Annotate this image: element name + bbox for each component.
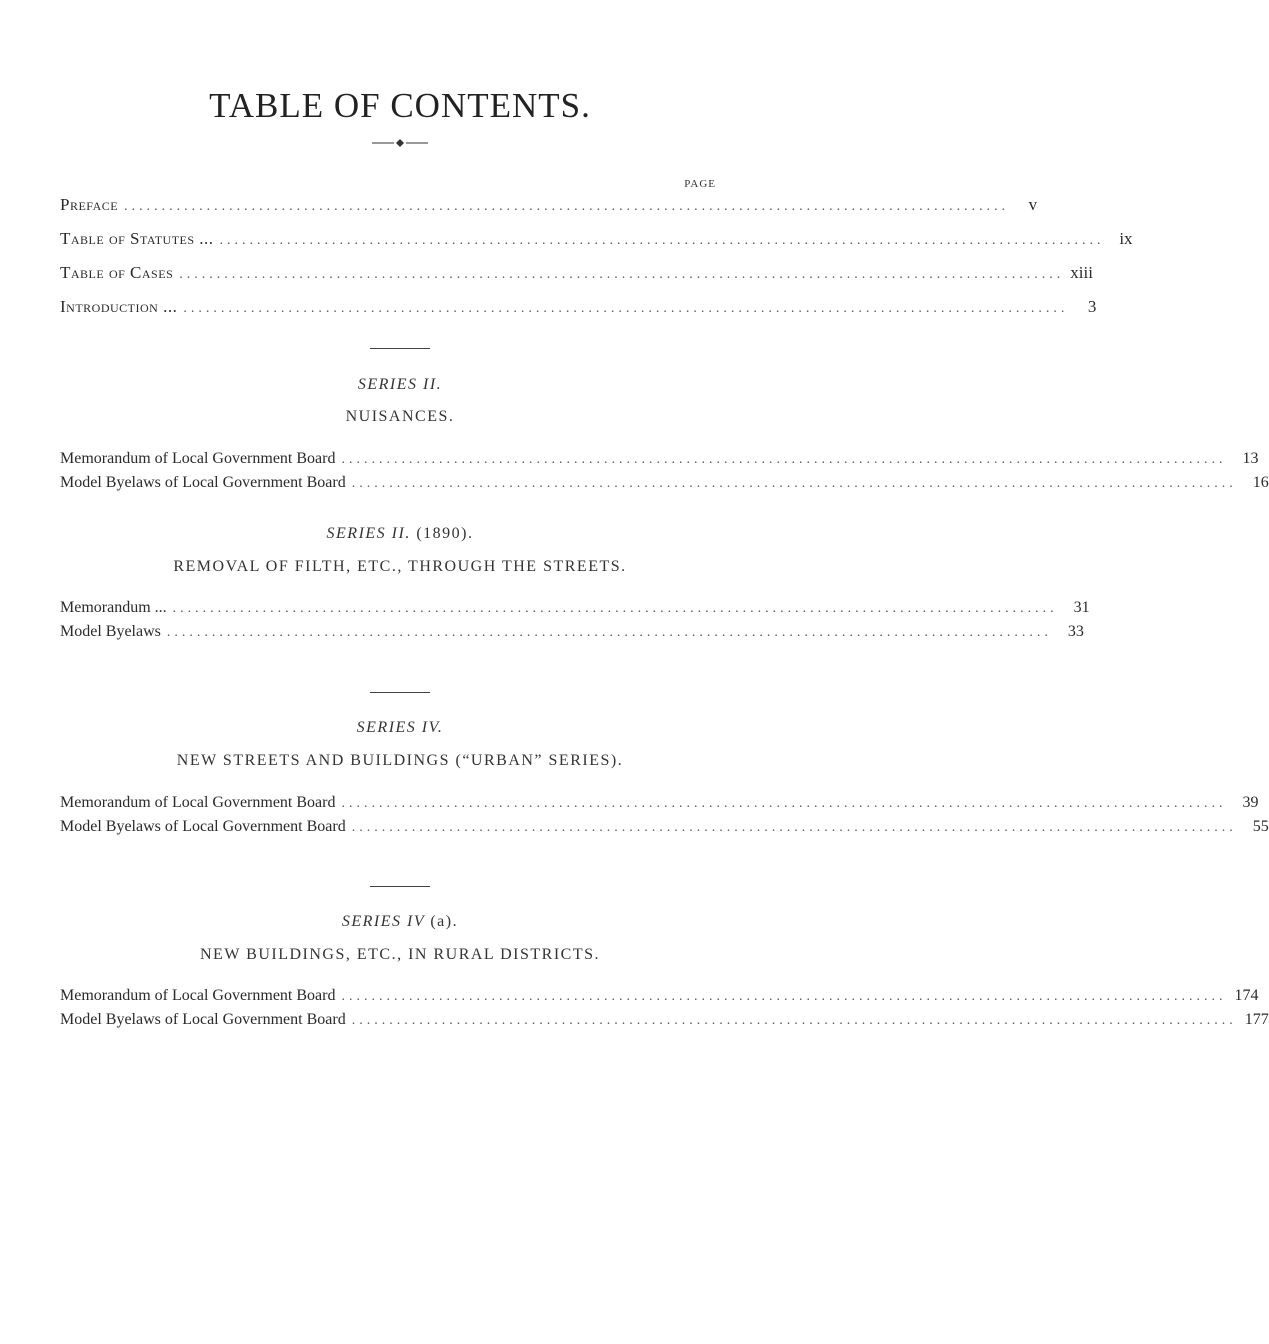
toc-page: ix [1119,229,1133,248]
toc-entry [60,599,1090,621]
leader-dots: ...................................................................................................................... [341,989,1227,1004]
toc-row-introduction [60,297,1097,319]
section-divider [370,692,430,693]
toc-entry [60,623,1084,645]
entry-page: 39 [1242,794,1259,811]
entry-label: Memorandum ... [60,599,167,616]
toc-row-preface [60,195,1038,217]
section-divider [370,886,430,887]
series-year: (a). [430,913,459,930]
entry-label: Model Byelaws of Local Government Board [60,818,346,835]
toc-page: xiii [1070,263,1093,282]
series-year: (1890). [416,525,474,542]
toc-page: v [1028,195,1038,214]
toc-entry [60,1011,1269,1033]
toc-label: Preface [60,195,119,214]
toc-entry [60,474,1269,496]
leader-dots: ...................................................................................................................... [351,476,1237,491]
leader-dots: ...................................................................................................................... [172,601,1058,616]
entry-page: 33 [1067,623,1084,640]
section-heading: REMOVAL OF FILTH, ETC., THROUGH THE STREETS. [173,558,627,575]
entry-label: Memorandum of Local Government Board [60,987,336,1004]
toc-row-table-of-statutes [60,229,1133,251]
entry-page: 177 [1244,1011,1269,1028]
leader-dots: ...................................................................................................................... [183,301,1069,316]
leader-dots: ...................................................................................................................... [341,452,1227,467]
section-heading: NEW BUILDINGS, ETC., IN RURAL DISTRICTS. [200,946,600,963]
section-heading: NUISANCES. [345,408,455,425]
leader-dots: ...................................................................................................................... [179,267,1065,282]
toc-row-table-of-cases [60,263,1093,285]
leader-dots: ...................................................................................................................... [341,796,1227,811]
page-title: TABLE OF CONTENTS. [209,86,591,125]
section-heading: NEW STREETS AND BUILDINGS (“URBAN” SERIES). [176,752,624,769]
series-label: SERIES II. [326,525,411,542]
leader-dots: ...................................................................................................................... [351,1013,1237,1028]
entry-page: 13 [1242,450,1259,467]
series-title [0,525,800,543]
section-divider [370,348,430,349]
entry-page: 31 [1073,599,1090,616]
entry-page: 174 [1234,987,1259,1004]
series-title [0,913,800,931]
entry-label: Model Byelaws of Local Government Board [60,1011,346,1028]
series-label: SERIES IV. [356,719,444,736]
toc-entry [60,794,1259,816]
entry-page: 16 [1252,474,1269,491]
ornament-divider-icon [370,138,430,148]
toc-entry [60,450,1259,472]
series-title [0,719,800,737]
toc-label: Introduction ... [60,297,178,316]
leader-dots: ...................................................................................................................... [124,199,1010,214]
leader-dots: ...................................................................................................................... [351,820,1237,835]
entry-page: 55 [1252,818,1269,835]
series-label: SERIES II. [357,376,443,393]
leader-dots: ...................................................................................................................... [219,233,1105,248]
entry-label: Model Byelaws [60,623,161,640]
toc-page: 3 [1087,297,1097,316]
toc-entry [60,987,1259,1009]
toc-label: Table of Statutes ... [60,229,214,248]
page-column-header: PAGE [684,178,716,190]
series-label: SERIES IV [341,913,425,930]
toc-entry [60,818,1269,840]
entry-label: Memorandum of Local Government Board [60,450,336,467]
leader-dots: ...................................................................................................................... [166,625,1052,640]
entry-label: Model Byelaws of Local Government Board [60,474,346,491]
series-title [0,376,800,394]
entry-label: Memorandum of Local Government Board [60,794,336,811]
toc-label: Table of Cases [60,263,174,282]
